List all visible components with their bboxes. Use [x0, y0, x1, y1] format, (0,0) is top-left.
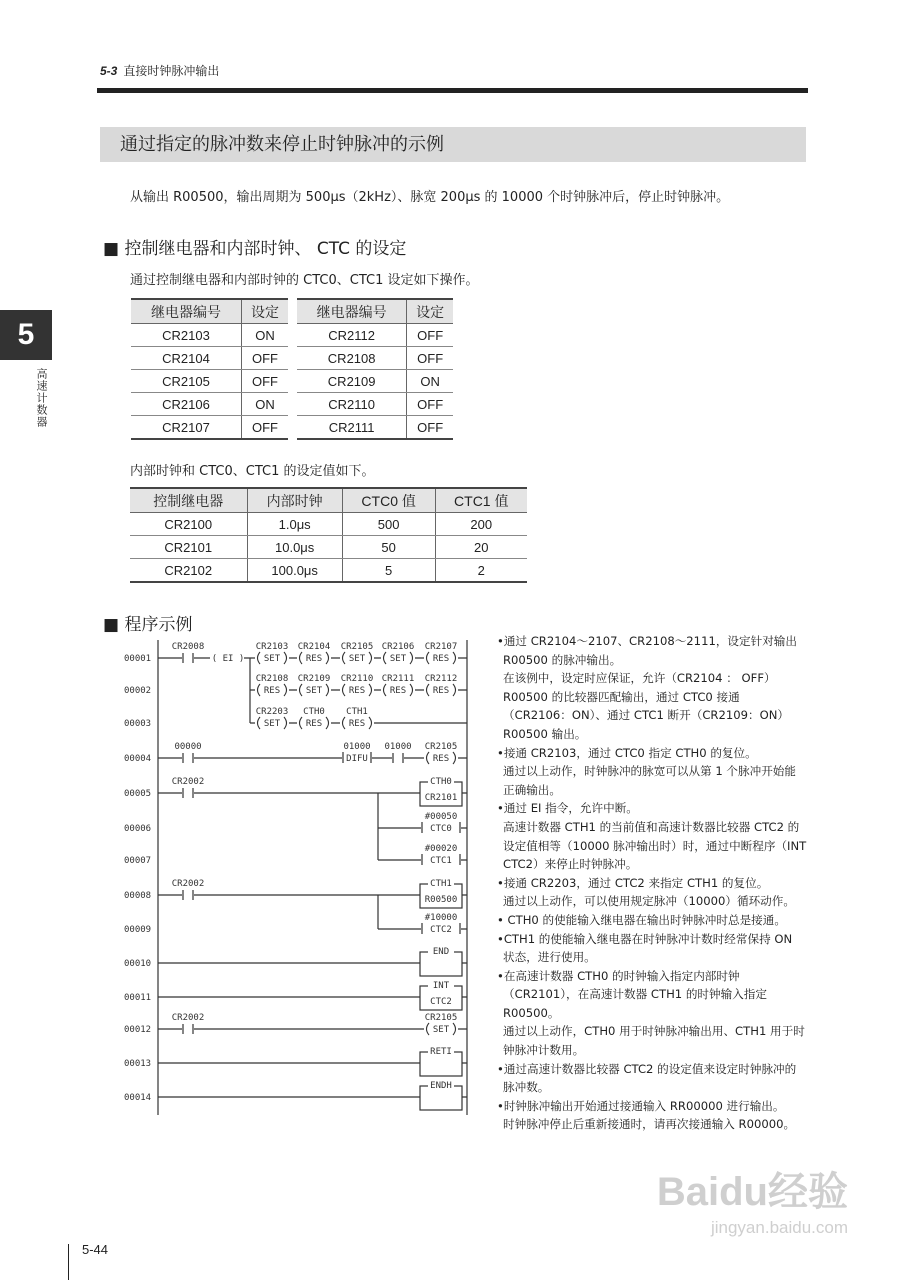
table-row — [130, 536, 527, 559]
table-row — [131, 416, 288, 440]
coil-instruction: SET — [348, 654, 366, 664]
box-operand: CR2101 — [424, 793, 458, 803]
table-cell: CR2106 — [131, 393, 242, 416]
column-header: CTC0 值 — [342, 488, 435, 513]
contact-gap — [182, 652, 194, 664]
contact-label: CR2002 — [171, 777, 205, 787]
section1-text2: 内部时钟和 CTC0、CTC1 的设定值如下。 — [130, 464, 375, 479]
note-item: 时钟脉冲停止后重新接通时，请再次接通输入 R00000。 — [503, 1117, 796, 1132]
note-item: •接通 CR2203，通过 CTC2 来指定 CTH1 的复位。 — [497, 875, 769, 890]
table-cell: CR2111 — [297, 416, 407, 440]
column-header: 设定 — [407, 299, 453, 324]
table-cell: ON — [242, 324, 289, 347]
note-item: • CTH0 的使能输入继电器在输出时钟脉冲时总是接通。 — [497, 912, 786, 927]
page-title: 通过指定的脉冲数来停止时钟脉冲的示例 — [100, 127, 806, 162]
row-number: 00011 — [124, 993, 152, 1003]
contact-gap — [182, 889, 194, 901]
table-cell: OFF — [242, 347, 289, 370]
table-cell: 5 — [342, 559, 435, 583]
note-item: •时钟脉冲输出开始通过接通输入 RR00000 进行输出。 — [497, 1098, 785, 1113]
section-title: 直接时钟脉冲输出 — [123, 64, 220, 78]
table-cell: CR2110 — [297, 393, 407, 416]
coil-label: CR2203 — [255, 707, 289, 717]
coil-instruction: RES — [263, 686, 281, 696]
note-item: •通过高速计数器比较器 CTC2 的设定值来设定时钟脉冲的脉冲数。 — [497, 1061, 797, 1095]
note-item: 高速计数器 CTH1 的当前值和高速计数器比较器 CTC2 的设定值相等（10000 脉冲输出时）时，通过中断程序（INT CTC2）来停止时钟脉冲。 — [503, 819, 807, 872]
table-cell: CR2103 — [131, 324, 242, 347]
compare-value: #00020 — [424, 844, 458, 854]
table-row — [131, 370, 288, 393]
table-cell: CR2109 — [297, 370, 407, 393]
coil-instruction: SET — [305, 686, 323, 696]
coil-label: CTH0 — [303, 707, 325, 717]
coil-instruction: RES — [389, 686, 407, 696]
row-number: 00001 — [124, 654, 152, 664]
program-notes — [497, 632, 807, 1134]
box-title: CTH0 — [430, 777, 452, 787]
row-number: 00012 — [124, 1025, 152, 1035]
note-item: •接通 CR2103，通过 CTC0 指定 CTH0 的复位。 — [497, 745, 757, 760]
coil-label: CR2112 — [424, 674, 458, 684]
section1-heading: ■ 控制继电器和内部时钟、 CTC 的设定 — [103, 239, 407, 259]
coil-instruction: SET — [263, 654, 281, 664]
page-number: 5-44 — [82, 1242, 109, 1257]
row-number: 00005 — [124, 789, 152, 799]
section-number: 5-3 — [100, 64, 118, 78]
note-item: •CTH1 的使能输入继电器在时钟脉冲计数时经常保持 ON 状态，进行使用。 — [497, 931, 793, 965]
table-cell: ON — [242, 393, 289, 416]
box-operand: R00500 — [424, 895, 458, 905]
table-row — [297, 393, 453, 416]
table-cell: CR2107 — [131, 416, 242, 440]
coil-instruction: RES — [348, 719, 366, 729]
compare-value: #00050 — [424, 812, 458, 822]
coil-instruction: RES — [348, 686, 366, 696]
note-item: •通过 EI 指令，允许中断。 — [497, 801, 638, 816]
table-cell: CR2108 — [297, 347, 407, 370]
chapter-tab: 5 — [0, 310, 52, 360]
table-cell: CR2102 — [130, 559, 247, 583]
table-cell: OFF — [407, 324, 453, 347]
note-item: 通过以上动作，时钟脉冲的脉宽可以从第 1 个脉冲开始能正确输出。 — [503, 764, 796, 797]
coil-instruction: SET — [263, 719, 281, 729]
table-cell: OFF — [407, 347, 453, 370]
contact-gap — [182, 787, 194, 799]
contact-label: 01000 — [384, 742, 412, 752]
contact-gap — [182, 752, 194, 764]
coil-instruction: RES — [432, 754, 450, 764]
column-header: 继电器编号 — [297, 299, 407, 324]
coil-label: CR2110 — [340, 674, 374, 684]
header-rule — [97, 88, 808, 93]
table-cell: CR2100 — [130, 513, 247, 536]
column-header: 继电器编号 — [131, 299, 242, 324]
table-row — [130, 513, 527, 536]
table-cell: CR2112 — [297, 324, 407, 347]
footer-rule — [68, 1244, 69, 1280]
row-number: 00003 — [124, 719, 152, 729]
table-cell: 50 — [342, 536, 435, 559]
note-item: •在高速计数器 CTH0 的时钟输入指定内部时钟（CR2101），在高速计数器 CTH1 的时钟输入指定 R00500。 — [497, 968, 767, 1020]
row-number: 00008 — [124, 891, 152, 901]
coil-instruction: RES — [432, 686, 450, 696]
coil-instruction: SET — [389, 654, 407, 664]
note-item: 通过以上动作，可以使用规定脉冲（10000）循环动作。 — [503, 894, 795, 909]
box-title: END — [432, 947, 450, 957]
contact-label: CR2008 — [171, 642, 205, 652]
coil-label: CR2105 — [424, 1013, 458, 1023]
table-row — [297, 370, 453, 393]
column-header: 控制继电器 — [130, 488, 247, 513]
coil-label: CR2107 — [424, 642, 458, 652]
coil-instruction: RES — [305, 719, 323, 729]
coil-instruction: RES — [305, 654, 323, 664]
table-cell: OFF — [242, 416, 289, 440]
table-cell: OFF — [242, 370, 289, 393]
contact-gap — [392, 752, 404, 764]
difu-label: 01000 — [343, 742, 371, 752]
coil-instruction: SET — [432, 1025, 450, 1035]
table-cell: OFF — [407, 416, 453, 440]
row-number: 00013 — [124, 1059, 152, 1069]
contact-label: 00000 — [174, 742, 202, 752]
table-row — [297, 347, 453, 370]
row-number: 00009 — [124, 925, 152, 935]
coil-label: CR2111 — [381, 674, 415, 684]
coil-label: CTH1 — [346, 707, 368, 717]
coil-label: CR2106 — [381, 642, 415, 652]
table-cell: 500 — [342, 513, 435, 536]
coil-label: CR2105 — [424, 742, 458, 752]
box-title: INT — [432, 981, 450, 991]
row-number: 00007 — [124, 856, 152, 866]
column-header: 设定 — [242, 299, 289, 324]
table-cell: OFF — [407, 393, 453, 416]
contact-gap — [182, 1023, 194, 1035]
table-cell: 20 — [435, 536, 527, 559]
running-header — [100, 62, 219, 79]
coil-label: CR2103 — [255, 642, 289, 652]
contact-label: CR2002 — [171, 1013, 205, 1023]
table-row — [297, 416, 453, 440]
table-row — [131, 393, 288, 416]
row-number: 00010 — [124, 959, 152, 969]
clock-table — [130, 487, 527, 583]
row-number: 00014 — [124, 1093, 152, 1103]
table-cell: 10.0μs — [247, 536, 342, 559]
table-cell: 2 — [435, 559, 527, 583]
table-cell: 100.0μs — [247, 559, 342, 583]
table-cell: ON — [407, 370, 453, 393]
contact-label: CR2002 — [171, 879, 205, 889]
coil-label: CR2109 — [297, 674, 331, 684]
relay-table-left — [131, 298, 288, 440]
table-cell: 200 — [435, 513, 527, 536]
section1-text: 通过控制继电器和内部时钟的 CTC0、CTC1 设定如下操作。 — [130, 273, 479, 288]
table-cell: CR2101 — [130, 536, 247, 559]
box-title: ENDH — [430, 1081, 452, 1091]
coil-instruction: RES — [432, 654, 450, 664]
table-row — [130, 559, 527, 583]
note-item: 在该例中，设定时应保证，允许（CR2104 ： OFF）R00500 的比较器匹配输出，通过 CTC0 接通（CR2106：ON）、通过 CTC1 断开（CR2109：ON）R00500 输出。 — [503, 671, 789, 741]
difu-instruction: DIFU — [346, 754, 368, 764]
note-item: •通过 CR2104～2107、CR2108～2111，设定针对输出 R00500 的脉冲输出。 — [497, 634, 797, 667]
table-row — [297, 324, 453, 347]
compare-function: CTC2 — [430, 925, 452, 935]
box-title: RETI — [430, 1047, 452, 1057]
table-cell: 1.0μs — [247, 513, 342, 536]
section2-heading: ■ 程序示例 — [103, 615, 193, 635]
ei-instruction: ( EI ) — [211, 654, 245, 664]
compare-value: #10000 — [424, 913, 458, 923]
relay-table-right — [297, 298, 453, 440]
intro-text: 从输出 R00500，输出周期为 500μs（2kHz）、脉宽 200μs 的 10000 个时钟脉冲后，停止时钟脉冲。 — [130, 190, 730, 205]
compare-function: CTC1 — [430, 856, 452, 866]
row-number: 00006 — [124, 824, 152, 834]
coil-label: CR2104 — [297, 642, 331, 652]
coil-label: CR2108 — [255, 674, 289, 684]
watermark-url: jingyan.baidu.com — [710, 1218, 848, 1237]
column-header: 内部时钟 — [247, 488, 342, 513]
watermark-logo: Baidu经验 — [656, 1170, 848, 1214]
table-cell: CR2104 — [131, 347, 242, 370]
compare-function: CTC0 — [430, 824, 452, 834]
table-row — [131, 347, 288, 370]
box-title: CTH1 — [430, 879, 452, 889]
note-item: 通过以上动作，CTH0 用于时钟脉冲输出用、CTH1 用于时钟脉冲计数用。 — [503, 1024, 805, 1058]
coil-label: CR2105 — [340, 642, 374, 652]
table-cell: CR2105 — [131, 370, 242, 393]
row-number: 00002 — [124, 686, 152, 696]
table-row — [131, 324, 288, 347]
column-header: CTC1 值 — [435, 488, 527, 513]
row-number: 00004 — [124, 754, 152, 764]
ladder-diagram — [120, 635, 480, 1125]
box-operand: CTC2 — [430, 997, 452, 1007]
chapter-label: 高速计数器 — [35, 368, 48, 428]
